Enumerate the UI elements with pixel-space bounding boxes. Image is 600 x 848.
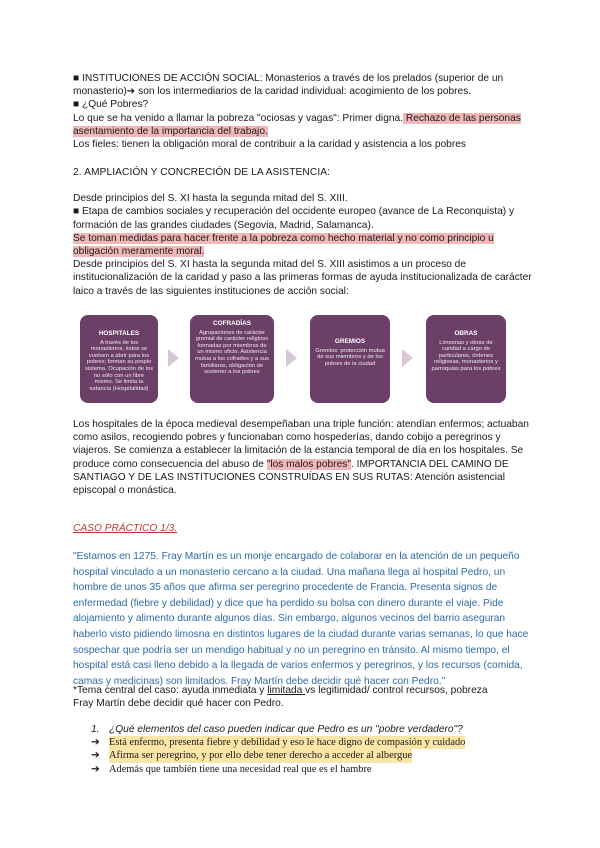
diagram-box-gremios — [310, 315, 390, 403]
paragraph: SANTIAGO Y DE LAS INSTITUCIONES CONSTRUÍDAS EN SUS RUTAS: Atención asistencial — [73, 471, 505, 483]
section-instituciones — [73, 72, 533, 151]
questions-list — [91, 723, 531, 776]
arrow-right-icon — [402, 349, 413, 367]
arrow-right-icon — [168, 349, 179, 367]
answer-text: Está enfermo, presenta fiebre y debilidad y eso le hace digno de compasión y cuidado — [109, 737, 466, 749]
paragraph: laico a través de las siguientes instituciones de acción social: — [73, 285, 349, 297]
caso-practico — [73, 522, 533, 535]
caso-line: hospital está casi lleno debido a la llegada de varios enfermos y peregrinos, y los recursos (comida, — [73, 660, 523, 672]
section-hospitales — [73, 418, 533, 497]
paragraph: Desde principios del S. XI hasta la segunda mitad del S. XIII. — [73, 193, 348, 205]
diagram-box-title: HOSPITALES — [98, 330, 140, 337]
paragraph: episcopal o monástica. — [73, 485, 177, 497]
caso-title: CASO PRÁCTICO 1/3. — [73, 523, 178, 534]
paragraph: Desde principios del S. XI hasta la segunda mitad del S. XIII asistimos a un proceso de — [73, 259, 466, 271]
text-span: vs legitimidad/ control recursos, pobreza — [305, 685, 488, 696]
arrow-bullet-icon: ➔ — [91, 763, 100, 775]
caso-line: sospechar que podría ser un mendigo habitual y no un peregrino en tránsito. Al mismo tiempo, el — [73, 644, 510, 656]
highlighted-text: obligación meramente moral. — [73, 246, 205, 258]
tema-central — [73, 684, 533, 710]
paragraph — [73, 245, 533, 258]
question-item — [91, 723, 531, 736]
text-span: *Tema central del caso: ayuda inmediata y — [73, 685, 268, 696]
list-number: 1. — [91, 724, 100, 735]
diagram-box-text: Gremios: protección mutua de sus miembros y de los pobres de la ciudad — [315, 347, 385, 367]
diagram-box-title: GREMIOS — [334, 338, 366, 345]
diagram-box-hospitales — [80, 315, 158, 403]
paragraph: institucionalización de la caridad y paso a las primeras formas de ayuda institucionalizada de carácter — [73, 272, 532, 284]
paragraph: formación de las grandes ciudades (Segovia, Madrid, Salamanca). — [73, 219, 374, 231]
text-span: Lo que se ha venido a llamar la pobreza "ociosas y vagas": Primer digna. — [73, 112, 404, 124]
caso-line: alojamiento y alimento durante algunos días. Sin embargo, algunos vecinos del barrio aseguran — [73, 613, 506, 625]
paragraph: viajeros. Se comienza a establecer la limitación de la estancia temporal de día en los hospitales. Se — [73, 445, 524, 457]
highlighted-text: Se toman medidas para hacer frente a la pobreza como hecho material y no como principio u — [73, 232, 494, 244]
diagram-box-obras — [426, 315, 506, 403]
paragraph: ■ ¿Qué Pobres? — [73, 99, 149, 111]
paragraph: como asilos, recogiendo pobres y funcionaban como hospederías, dando cobijo a peregrinos y — [73, 432, 501, 444]
caso-text — [73, 549, 543, 689]
paragraph: Fray Martín debe decidir qué hacer con Pedro. — [73, 698, 284, 710]
underlined-text: limitada — [267, 685, 306, 696]
paragraph: Los fieles: tienen la obligación moral de contribuir a la caridad y asistencia a los pobres — [73, 139, 467, 151]
diagram-box-text: Limosnas y obras de caridad a cargo de particulares, órdenes religiosas, monasterios y parroquias para los pobres — [431, 339, 501, 372]
highlighted-text: Rechazo de las personas — [403, 112, 521, 124]
diagram-box-text: A través de los monasterios, éstos se vuelven a abrir para los pobres; forman su propio sistema. Ocupación de los no sólo con un libre mismo. Se limita la estancia (Hospitalidad) — [85, 339, 153, 392]
highlighted-text: asentamiento de la importancia del trabajo. — [73, 125, 268, 137]
highlighted-text: "los malos pobres" — [266, 458, 351, 470]
caso-line: haberlo visto pidiendo limosna en distintos lugares de la ciudad durante varias semanas, lo que hace — [73, 628, 529, 640]
diagram-box-cofradias — [190, 315, 274, 403]
section-title: 2. AMPLIACIÓN Y CONCRECIÓN DE LA ASISTENCIA: — [73, 167, 331, 178]
paragraph — [73, 458, 533, 471]
text-span: . IMPORTANCIA DEL CAMINO DE — [350, 458, 509, 470]
paragraph — [73, 125, 533, 138]
answer-item — [91, 749, 531, 762]
caso-line: hombre de unos 35 años que afirma ser peregrino procedente de Francia. Presenta signos de — [73, 582, 498, 594]
paragraph: Los hospitales de la época medieval desempeñaban una triple función: atendían enfermos; actuaban — [73, 419, 529, 430]
diagram-box-title: OBRAS — [454, 330, 478, 337]
paragraph: ■ INSTITUCIONES DE ACCIÓN SOCIAL: Monasterios a través de los prelados (superior de un — [73, 73, 504, 84]
paragraph — [73, 232, 533, 245]
question-text: ¿Qué elementos del caso pueden indicar que Pedro es un "pobre verdadero"? — [109, 724, 463, 735]
paragraph: monasterio)➔ son los intermediarios de la caridad individual: acogimiento de los pobres. — [73, 86, 472, 98]
arrow-right-icon — [286, 349, 297, 367]
institutions-diagram — [74, 311, 536, 407]
answer-text: Afirma ser peregrino, y por ello debe tener derecho a acceder al albergue — [109, 750, 412, 762]
paragraph: ■ Etapa de cambios sociales y recuperación del occidente europeo (avance de La Reconquista) y — [73, 206, 515, 218]
arrow-bullet-icon: ➔ — [91, 750, 100, 762]
caso-line: hospital vinculado a un monasterio cercano a la ciudad. Una mañana llega al hospital Pedro, un — [73, 566, 506, 578]
answer-item — [91, 763, 531, 776]
caso-line: enfermedad (fiebre y debilidad) y dice que ha perdido su bolsa con dinero durante el viaje. Pide — [73, 597, 504, 609]
caso-line: "Estamos en 1275. Fray Martín es un monje encargado de colaborar en la atención de un pequeño — [73, 551, 520, 562]
answer-text: Además que también tiene una necesidad real que es el hambre — [109, 763, 372, 775]
arrow-bullet-icon: ➔ — [91, 737, 100, 749]
text-span: produce como consecuencia del abuso de — [73, 458, 267, 470]
paragraph — [73, 684, 533, 697]
diagram-box-text: Agrupaciones de carácter gremial de carácter religioso formadas por miembros de un mismo oficio. Asistencia mutua a los cofrades y a sus familiares, obligación de sostener a los pobres — [195, 329, 269, 376]
paragraph — [73, 112, 533, 125]
diagram-box-title: COFRADÍAS — [213, 320, 251, 327]
caso-line: camas y medicinas) son limitados. Fray Martín debe decidir qué hacer con Pedro." — [73, 675, 446, 687]
answer-item — [91, 736, 531, 749]
section-ampliacion — [73, 166, 533, 298]
